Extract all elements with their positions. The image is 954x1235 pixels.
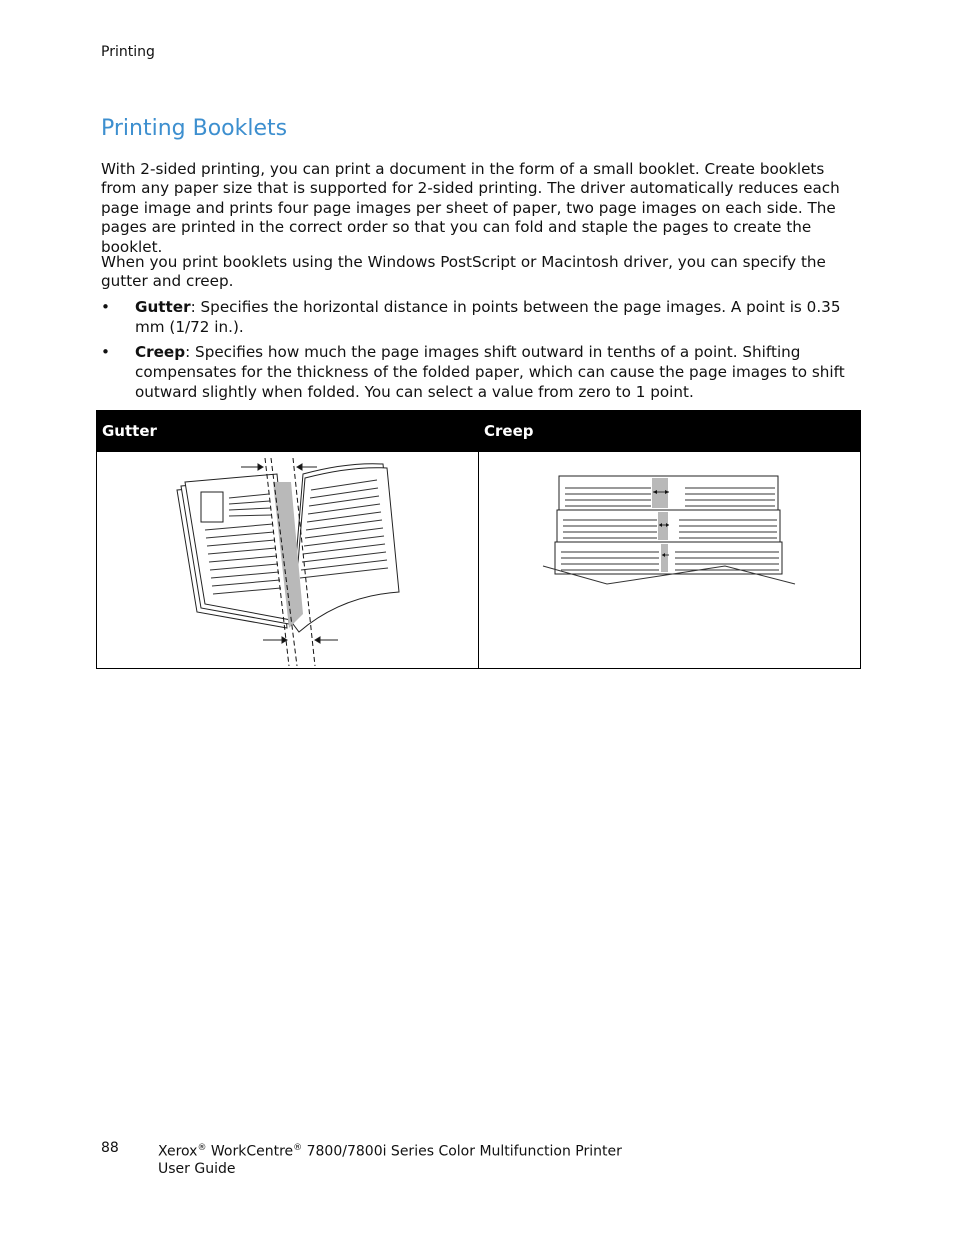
running-header: Printing [101, 44, 155, 60]
bullet-text: : Specifies the horizontal distance in points between the page images. A point is 0.35 mm (1/72 in.). [135, 298, 841, 336]
list-item [101, 297, 856, 337]
bullet-icon: • [101, 298, 110, 316]
creep-figure-cell [479, 452, 861, 669]
footer-model: 7800/7800i Series Color Multifunction Printer [302, 1143, 622, 1160]
page-number: 88 [101, 1140, 119, 1156]
creep-illustration [479, 452, 860, 668]
bullet-list-gutter [101, 297, 856, 337]
list-item [101, 342, 856, 402]
footer-product-title [158, 1140, 622, 1178]
table-header-gutter: Gutter [97, 411, 479, 452]
footer-brand: Xerox [158, 1143, 198, 1160]
page-title: Printing Booklets [101, 116, 288, 141]
registered-mark: ® [197, 1143, 207, 1153]
registered-mark: ® [293, 1143, 303, 1153]
footer-product: WorkCentre [210, 1143, 294, 1160]
gutter-figure-cell [97, 452, 479, 669]
bullet-icon: • [101, 343, 110, 361]
bullet-term: Gutter [135, 298, 191, 316]
gutter-creep-table [96, 410, 861, 669]
table-header-creep: Creep [479, 411, 861, 452]
footer-doc-name: User Guide [158, 1160, 236, 1177]
driver-paragraph: When you print booklets using the Windows PostScript or Macintosh driver, you can specify the gutter and creep. [101, 253, 826, 291]
bullet-text: : Specifies how much the page images shift outward in tenths of a point. Shifting compensates for the thickness of the folded paper, which can cause the page images to shift outward slightly when folded. You can select a value from zero to 1 point. [135, 343, 845, 401]
bullet-list-creep [101, 342, 856, 402]
intro-paragraph: With 2-sided printing, you can print a document in the form of a small booklet. Create booklets from any paper size that is supported for 2-sided printing. The driver automatically reduces each page image and prints four page images per sheet of paper, two page images on each side. The pages are printed in the correct order so that you can fold and staple the pages to create the booklet. [101, 160, 840, 256]
gutter-illustration [97, 452, 478, 668]
bullet-term: Creep [135, 343, 186, 361]
